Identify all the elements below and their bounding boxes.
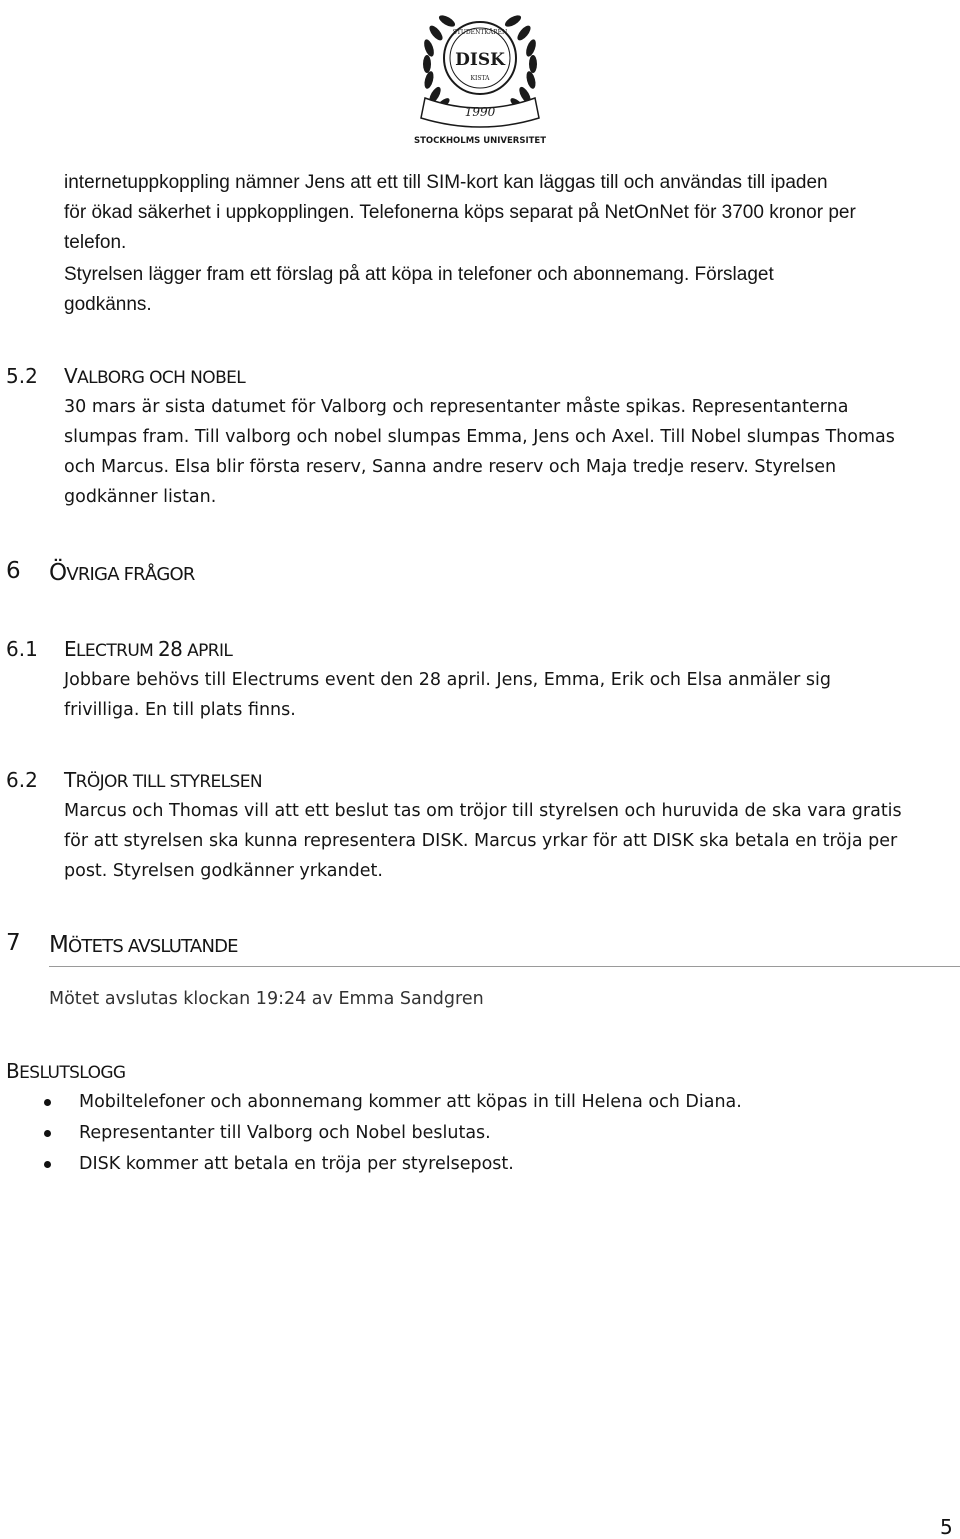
section-6-1-heading: ELECTRUM 28 APRIL: [64, 637, 233, 661]
section-6-2-body: [64, 796, 902, 886]
text-line: post. Styrelsen godkänner yrkandet.: [64, 861, 383, 881]
text-line: Styrelsen lägger fram ett förslag på att köpa in telefoner och abonnemang. Förslaget: [64, 264, 774, 285]
section-6-heading: ÖVRIGA FRÅGOR: [49, 560, 195, 586]
svg-text:1990: 1990: [464, 105, 496, 119]
text-line: Marcus och Thomas vill att ett beslut tas om tröjor till styrelsen och huruvida de ska vara gratis: [64, 801, 902, 821]
bullet-icon: [44, 1161, 51, 1168]
section-5-2-heading: VALBORG OCH NOBEL: [64, 364, 246, 388]
section-6-1-body: [64, 665, 831, 725]
section-5-2-number: 5.2: [6, 364, 38, 388]
section-6-2-heading: TRÖJOR TILL STYRELSEN: [64, 768, 263, 792]
section-6-number: 6: [6, 558, 20, 584]
text-line: frivilliga. En till plats finns.: [64, 700, 296, 720]
text-line: internetuppkoppling nämner Jens att ett till SIM-kort kan läggas till och användas till ipaden: [64, 172, 828, 193]
text-line: slumpas fram. Till valborg och nobel slumpas Emma, Jens och Axel. Till Nobel slumpas Thomas: [64, 427, 895, 447]
list-item-text: Mobiltelefoner och abonnemang kommer att köpas in till Helena och Diana.: [79, 1092, 742, 1112]
section-6-1-number: 6.1: [6, 637, 38, 661]
section-7-heading: MÖTETS AVSLUTANDE: [49, 932, 238, 958]
disk-logo: [395, 0, 565, 148]
text-line: Jobbare behövs till Electrums event den 28 april. Jens, Emma, Erik och Elsa anmäler sig: [64, 670, 831, 690]
section-7-number: 7: [6, 930, 20, 956]
closing-text: Mötet avslutas klockan 19:24 av Emma Sandgren: [49, 989, 484, 1009]
bullet-icon: [44, 1130, 51, 1137]
text-line: 30 mars är sista datumet för Valborg och representanter måste spikas. Representanterna: [64, 397, 849, 417]
proposal-paragraph: [64, 260, 774, 320]
section-5-2-body: [64, 392, 895, 512]
section-6-2-number: 6.2: [6, 768, 38, 792]
laurel-seal-icon: [395, 0, 565, 148]
text-line: godkänns.: [64, 294, 152, 315]
beslutslogg-heading: BESLUTSLOGG: [6, 1059, 126, 1083]
bullet-icon: [44, 1099, 51, 1106]
text-line: för att styrelsen ska kunna representera DISK. Marcus yrkar för att DISK ska betala en tröja per: [64, 831, 898, 851]
svg-text:KISTA: KISTA: [470, 75, 490, 82]
intro-paragraph: [64, 168, 856, 258]
text-line: för ökad säkerhet i uppkopplingen. Telefonerna köps separat på NetOnNet för 3700 kronor per: [64, 202, 856, 223]
svg-text:STOCKHOLMS UNIVERSITET: STOCKHOLMS UNIVERSITET: [413, 136, 547, 146]
text-line: telefon.: [64, 232, 127, 253]
list-item-text: DISK kommer att betala en tröja per styrelsepost.: [79, 1154, 514, 1174]
page-number: 5: [940, 1515, 953, 1539]
svg-text:DISK: DISK: [455, 50, 505, 70]
text-line: och Marcus. Elsa blir första reserv, Sanna andre reserv och Maja tredje reserv. Styrelsen: [64, 457, 837, 477]
text-line: godkänner listan.: [64, 487, 217, 507]
section-7-rule: [49, 966, 960, 967]
svg-text:STUDENTKÅREN: STUDENTKÅREN: [452, 29, 508, 36]
list-item-text: Representanter till Valborg och Nobel beslutas.: [79, 1123, 491, 1143]
